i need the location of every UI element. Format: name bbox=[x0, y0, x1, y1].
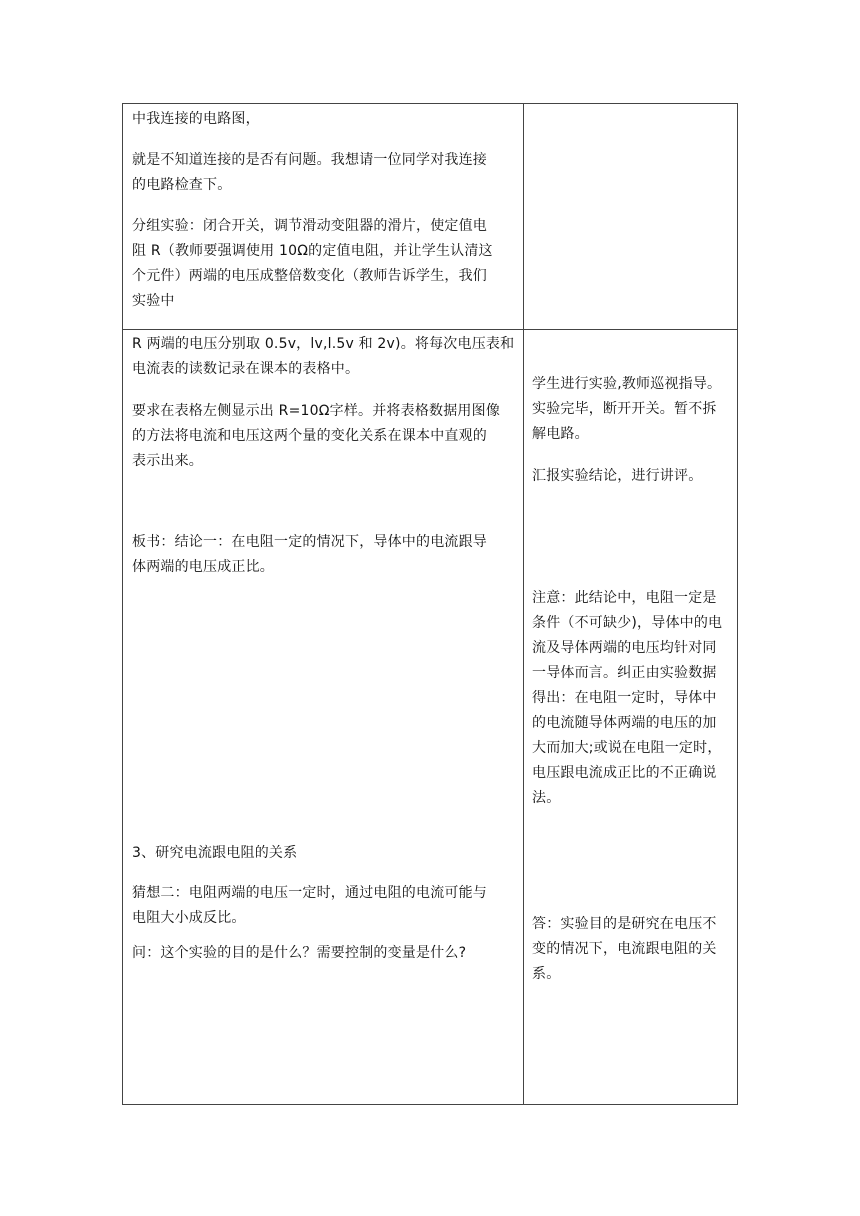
paragraph-check-circuit: 就是不知道连接的是否有问题。我想请一位同学对我连接 的电路检查下。 bbox=[132, 152, 487, 193]
lesson-table bbox=[122, 103, 738, 1105]
paragraph-hypothesis-two: 猜想二：电阻两端的电压一定时，通过电阻的电流可能与 电阻大小成反比。 bbox=[132, 885, 487, 926]
column-divider bbox=[523, 104, 524, 1104]
paragraph-table-requirement: 要求在表格左侧显示出 R=10Ω字样。并将表格数据用图像 的方法将电流和电压这两个量的变化关系在课本中直观的 表示出来。 bbox=[132, 403, 501, 469]
paragraph-conclusion-one: 板书：结论一：在电阻一定的情况下，导体中的电流跟导 体两端的电压成正比。 bbox=[132, 534, 487, 575]
paragraph-circuit-diagram: 中我连接的电路图， bbox=[132, 111, 260, 127]
paragraph-question: 问：这个实验的目的是什么？需要控制的变量是什么? bbox=[132, 945, 467, 961]
paragraph-answer: 答：实验目的是研究在电压不 变的情况下，电流跟电阻的关 系。 bbox=[532, 916, 717, 982]
section-heading-current-resistance: 3、研究电流跟电阻的关系 bbox=[132, 845, 298, 861]
paragraph-group-experiment: 分组实验：闭合开关，调节滑动变阻器的滑片，使定值电 阻 R（教师要强调使用 10Ω的定值电阻，并让学生认清这 个元件）两端的电压成整倍数变化（教师告诉学生，我们 实验中 bbox=[132, 218, 493, 309]
paragraph-note: 注意：此结论中，电阻一定是 条件（不可缺少)，导体中的电 流及导体两端的电压均针对同 一导体而言。纠正由实验数据 得出：在电阻一定时，导体中 的电流随导体两端的电压的加 大而加大;或说在电阻一定时， 电压跟电流成正比的不正确说 法。 bbox=[532, 590, 723, 806]
paragraph-voltage-values: R 两端的电压分别取 0.5v，lv,l.5v 和 2v)。将每次电压表和 电流表的读数记录在课本的表格中。 bbox=[132, 336, 515, 377]
paragraph-student-experiment: 学生进行实验,教师巡视指导。 实验完毕，断开开关。暂不拆 解电路。 bbox=[532, 376, 722, 442]
row-divider bbox=[123, 329, 737, 330]
paragraph-report-conclusion: 汇报实验结论，进行讲评。 bbox=[532, 468, 703, 484]
